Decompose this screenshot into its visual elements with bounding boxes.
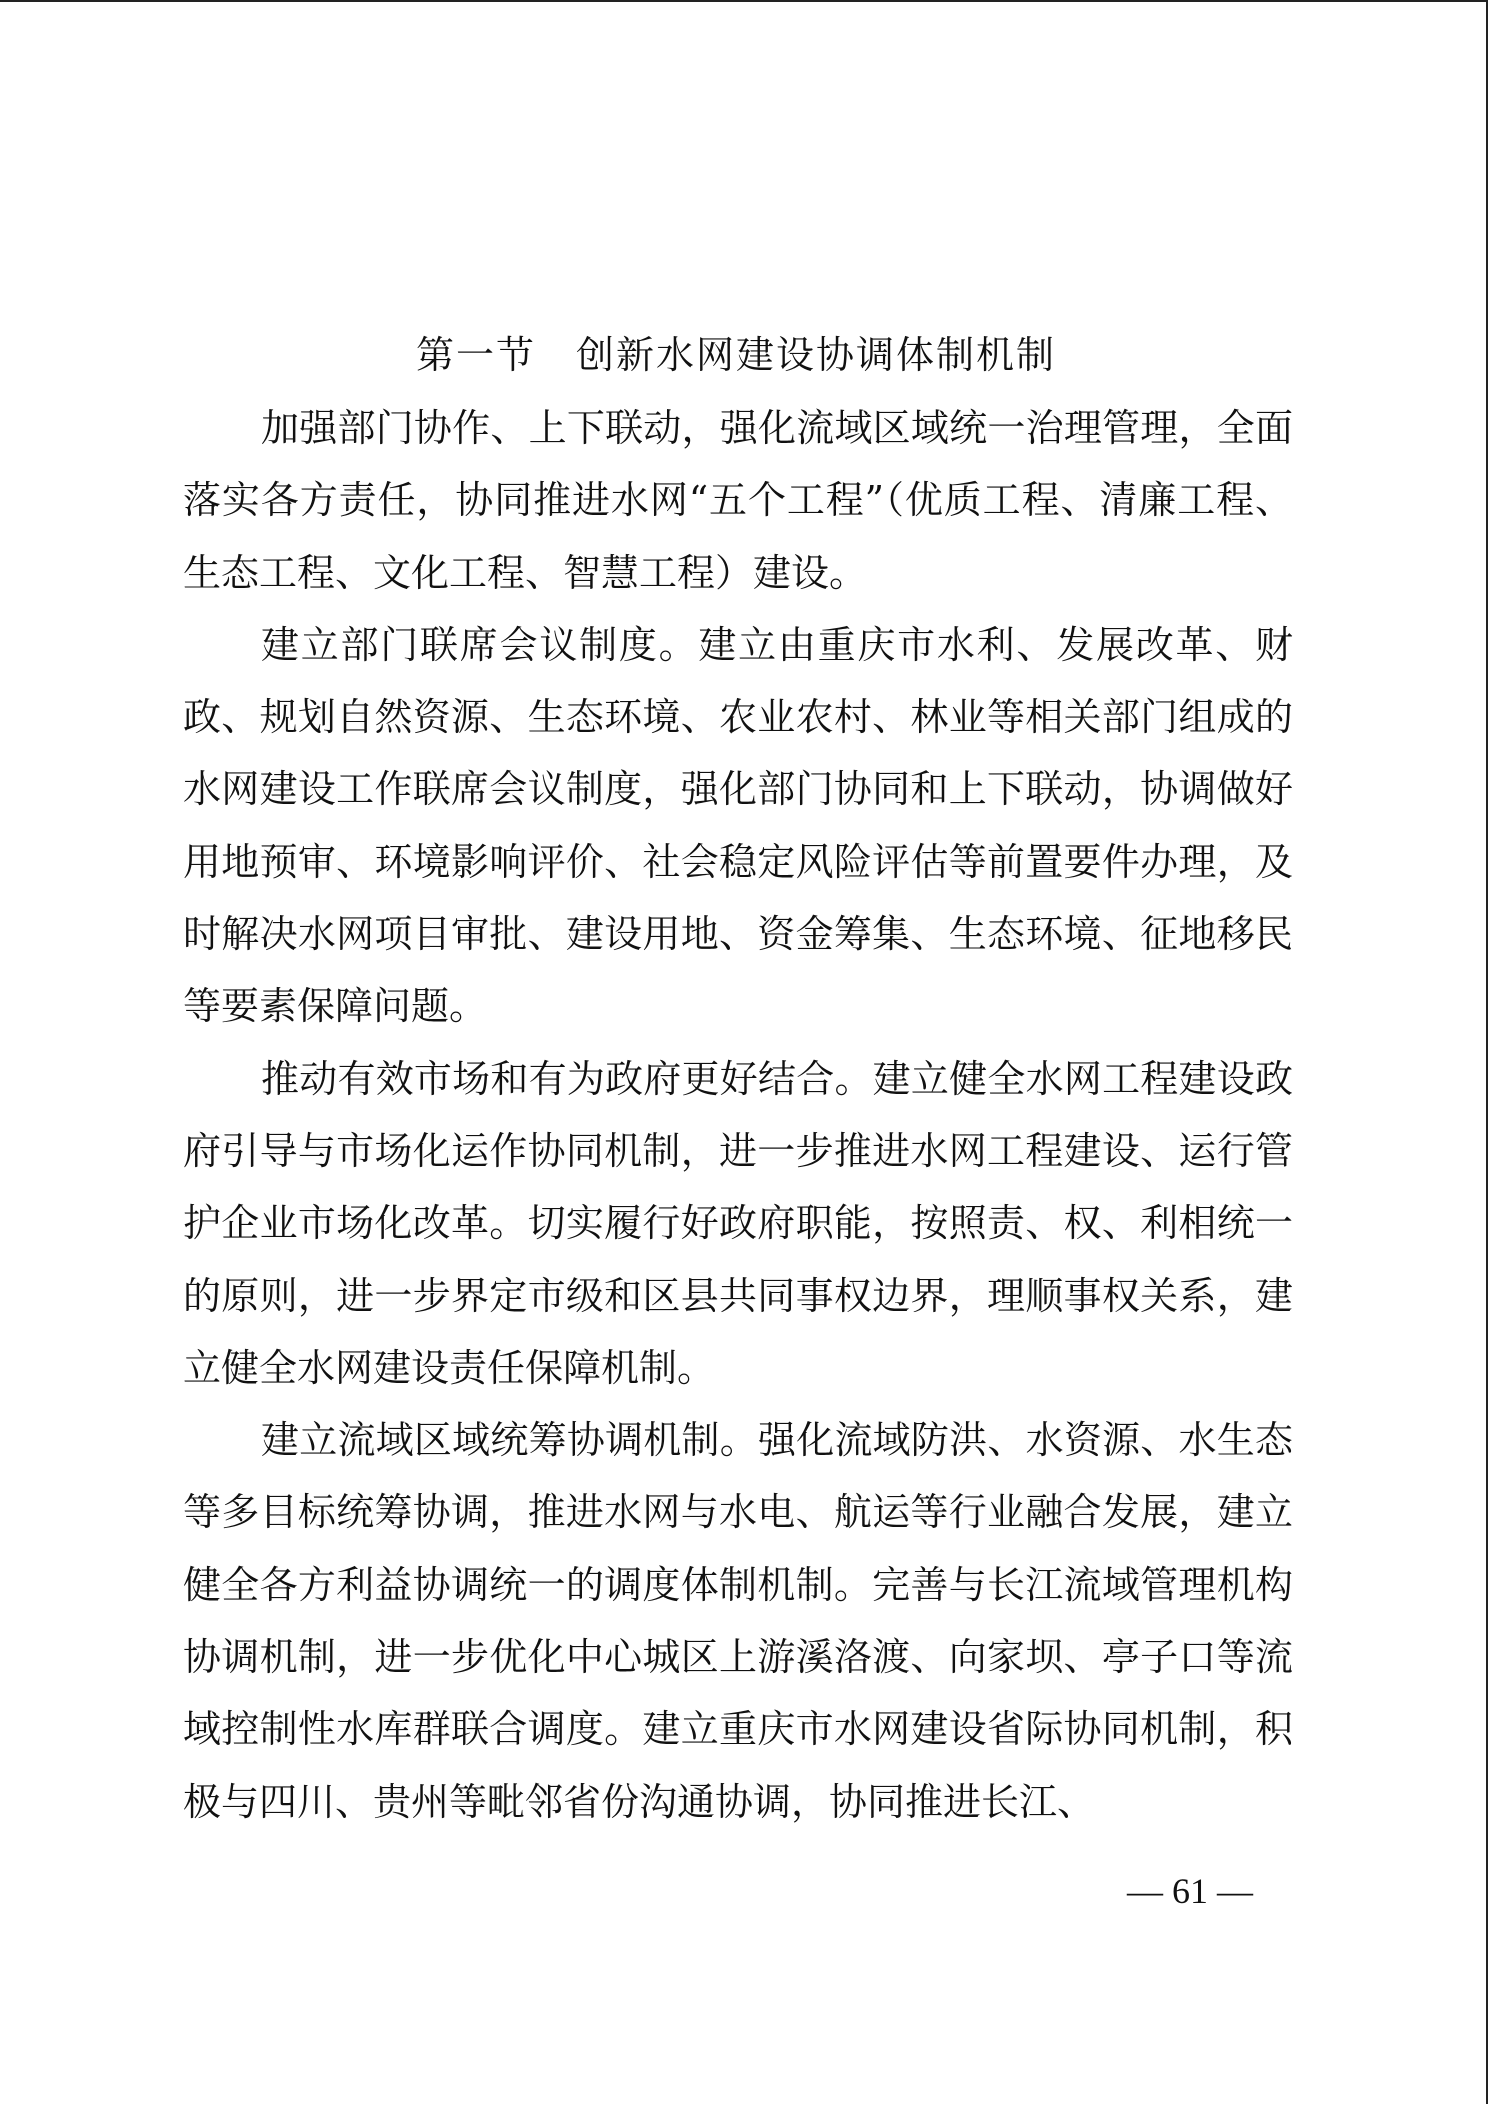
section-heading: 第一节 创新水网建设协调体制机制 (415, 333, 1056, 377)
page-number: — 61 — (1127, 1871, 1253, 1911)
body-text (183, 392, 1293, 1838)
paragraph: 建立部门联席会议制度。建立由重庆市水利、发展改革、财政、规划自然资源、生态环境、农业农村、林业等相关部门组成的水网建设工作联席会议制度，强化部门协同和上下联动，协调做好用地预审、环境影响评价、社会稳定风险评估等前置要件办理，及时解决水网项目审批、建设用地、资金筹集、生态环境、征地移民等要素保障问题。 (183, 622, 1293, 1029)
paragraph: 建立流域区域统筹协调机制。强化流域防洪、水资源、水生态等多目标统筹协调，推进水网与水电、航运等行业融合发展，建立健全各方利益协调统一的调度体制机制。完善与长江流域管理机构协调机制，进一步优化中心城区上游溪洛渡、向家坝、亭子口等流域控制性水库群联合调度。建立重庆市水网建设省际协同机制，积极与四川、贵州等毗邻省份沟通协调，协同推进长江、 (183, 1418, 1293, 1824)
paragraph: 加强部门协作、上下联动，强化流域区域统一治理管理，全面落实各方责任，协同推进水网“五个工程”（优质工程、清廉工程、生态工程、文化工程、智慧工程）建设。 (183, 406, 1293, 595)
page-border-top (0, 0, 1488, 2)
paragraph: 推动有效市场和有为政府更好结合。建立健全水网工程建设政府引导与市场化运作协同机制，进一步推进水网工程建设、运行管护企业市场化改革。切实履行好政府职能，按照责、权、利相统一的原则，进一步界定市级和区县共同事权边界，理顺事权关系，建立健全水网建设责任保障机制。 (183, 1056, 1293, 1390)
